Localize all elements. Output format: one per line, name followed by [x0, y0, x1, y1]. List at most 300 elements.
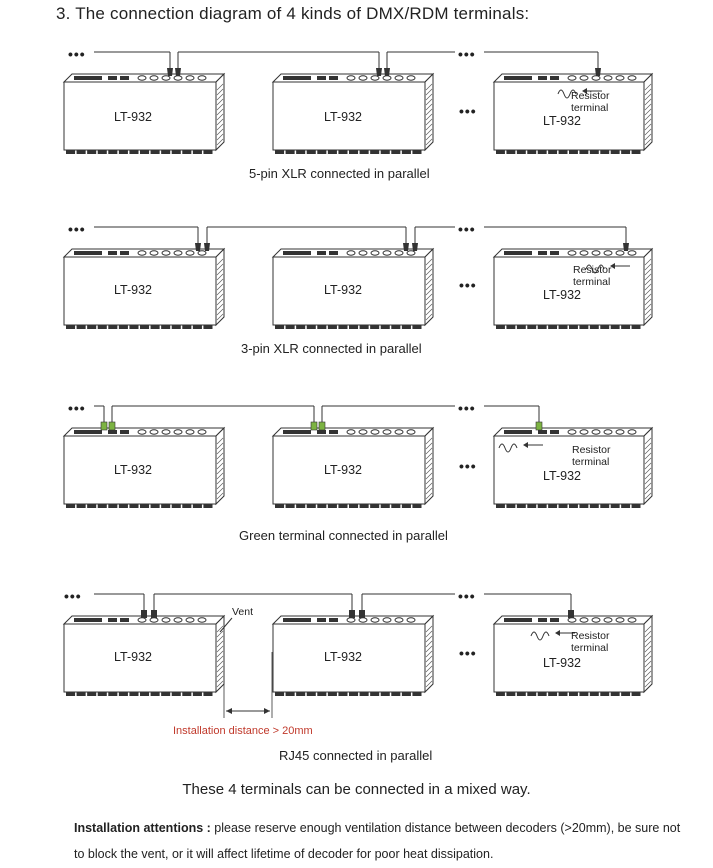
ellipsis-between: ••• [459, 103, 477, 119]
terminal-block [579, 150, 588, 154]
distance-arrowhead [226, 708, 232, 714]
ellipsis-between: ••• [459, 645, 477, 661]
terminal-block [203, 504, 212, 508]
terminal-block [66, 150, 75, 154]
ellipsis-left: ••• [68, 400, 86, 416]
terminal-block [66, 692, 75, 696]
terminal-block [87, 504, 96, 508]
terminal-block [286, 504, 295, 508]
terminal-block [496, 504, 505, 508]
terminal-block [172, 150, 181, 154]
terminal-block [182, 325, 191, 329]
terminal-block [569, 504, 578, 508]
ellipsis-right: ••• [458, 221, 476, 237]
xlr-plug [412, 243, 418, 251]
terminal-block [275, 692, 284, 696]
xlr-port [628, 430, 636, 434]
terminal-block [338, 504, 347, 508]
connector-strip [504, 76, 532, 80]
xlr-port [150, 251, 158, 255]
xlr-port [592, 76, 600, 80]
terminal-block [527, 150, 536, 154]
rj45-port [120, 430, 129, 434]
terminal-block [296, 150, 305, 154]
terminal-block [108, 325, 117, 329]
xlr-port [395, 430, 403, 434]
terminal-block [517, 150, 526, 154]
device-label: LT-932 [114, 463, 152, 477]
terminal-block [296, 692, 305, 696]
terminal-block [569, 692, 578, 696]
terminal-block [182, 692, 191, 696]
terminal-block [98, 692, 107, 696]
terminal-block [161, 504, 170, 508]
terminal-block [108, 692, 117, 696]
device-label: LT-932 [324, 110, 362, 124]
rj45-port [329, 251, 338, 255]
terminal-block [381, 504, 390, 508]
terminal-block [632, 504, 641, 508]
terminal-block [600, 150, 609, 154]
terminal-block [328, 504, 337, 508]
terminal-block [506, 325, 515, 329]
terminal-block [296, 325, 305, 329]
xlr-port [568, 618, 576, 622]
xlr-port [616, 251, 624, 255]
rj45-port [329, 430, 338, 434]
terminal-block [527, 692, 536, 696]
terminal-block [87, 325, 96, 329]
xlr-port [395, 251, 403, 255]
connector-strip [504, 430, 532, 434]
green-plug [319, 422, 325, 430]
terminal-block [87, 692, 96, 696]
terminal-block [590, 150, 599, 154]
terminal-block [506, 150, 515, 154]
terminal-block [412, 504, 421, 508]
terminal-block [129, 692, 138, 696]
terminal-block [328, 150, 337, 154]
xlr-plug [595, 68, 601, 76]
connector-strip [74, 76, 102, 80]
xlr-port [407, 251, 415, 255]
connector-strip [74, 618, 102, 622]
terminal-block [307, 692, 316, 696]
device-label: LT-932 [543, 656, 581, 670]
terminal-block [600, 692, 609, 696]
terminal-block [140, 325, 149, 329]
resistor-label: Resistor terminal [572, 444, 611, 468]
xlr-port [150, 76, 158, 80]
terminal-block [496, 325, 505, 329]
resistor-label: Resistor terminal [571, 90, 610, 114]
terminal-block [632, 150, 641, 154]
rj45-port [317, 251, 326, 255]
xlr-port [371, 251, 379, 255]
terminal-block [402, 692, 411, 696]
xlr-port [568, 251, 576, 255]
terminal-block [412, 325, 421, 329]
rj45-plug [141, 610, 147, 618]
terminal-block [559, 325, 568, 329]
terminal-block [338, 150, 347, 154]
xlr-port [198, 430, 206, 434]
terminal-block [538, 692, 547, 696]
terminal-block [360, 692, 369, 696]
xlr-plug [195, 243, 201, 251]
xlr-plug [623, 243, 629, 251]
xlr-port [359, 430, 367, 434]
rj45-port [120, 251, 129, 255]
xlr-port [138, 430, 146, 434]
rj45-port [550, 430, 559, 434]
terminal-block [496, 150, 505, 154]
xlr-port [347, 76, 355, 80]
mixed-connection-note: These 4 terminals can be connected in a mixed way. [182, 781, 531, 798]
xlr-port [198, 76, 206, 80]
xlr-port [371, 76, 379, 80]
xlr-port [383, 251, 391, 255]
terminal-block [140, 504, 149, 508]
terminal-block [193, 504, 202, 508]
terminal-block [506, 692, 515, 696]
terminal-block [193, 150, 202, 154]
terminal-block [140, 692, 149, 696]
ellipsis-right: ••• [458, 400, 476, 416]
xlr-plug [175, 68, 181, 76]
terminal-block [538, 504, 547, 508]
terminal-block [338, 325, 347, 329]
xlr-port [162, 618, 170, 622]
rj45-port [538, 430, 547, 434]
terminal-block [391, 325, 400, 329]
terminal-block [119, 325, 128, 329]
terminal-block [129, 504, 138, 508]
xlr-port [359, 618, 367, 622]
terminal-block [600, 504, 609, 508]
terminal-block [402, 325, 411, 329]
rj45-plug [359, 610, 365, 618]
terminal-block [621, 150, 630, 154]
terminal-block [172, 504, 181, 508]
terminal-block [632, 325, 641, 329]
terminal-block [108, 504, 117, 508]
terminal-block [129, 150, 138, 154]
xlr-port [359, 76, 367, 80]
terminal-block [193, 325, 202, 329]
terminal-block [579, 692, 588, 696]
terminal-block [402, 150, 411, 154]
terminal-block [151, 692, 160, 696]
terminal-block [77, 325, 86, 329]
ellipsis-between: ••• [459, 458, 477, 474]
xlr-port [604, 618, 612, 622]
section-caption: RJ45 connected in parallel [279, 748, 433, 763]
terminal-block [275, 504, 284, 508]
rj45-port [108, 251, 117, 255]
device-label: LT-932 [324, 463, 362, 477]
terminal-block [328, 692, 337, 696]
xlr-port [150, 430, 158, 434]
terminal-block [98, 150, 107, 154]
terminal-block [381, 325, 390, 329]
xlr-port [395, 618, 403, 622]
terminal-block [328, 325, 337, 329]
rj45-port [329, 76, 338, 80]
terminal-block [559, 504, 568, 508]
device-label: LT-932 [114, 283, 152, 297]
connector-strip [283, 618, 311, 622]
terminal-block [527, 325, 536, 329]
terminal-block [161, 150, 170, 154]
xlr-port [174, 76, 182, 80]
terminal-block [151, 325, 160, 329]
ellipsis-left: ••• [64, 588, 82, 604]
xlr-port [592, 618, 600, 622]
terminal-block [66, 325, 75, 329]
device-label: LT-932 [324, 650, 362, 664]
terminal-block [349, 504, 358, 508]
installation-attentions [74, 815, 694, 867]
terminal-block [402, 504, 411, 508]
terminal-block [632, 692, 641, 696]
rj45-port [538, 251, 547, 255]
terminal-block [548, 150, 557, 154]
green-plug [101, 422, 107, 430]
terminal-block [296, 504, 305, 508]
terminal-block [370, 325, 379, 329]
terminal-block [579, 325, 588, 329]
terminal-block [182, 504, 191, 508]
xlr-port [371, 430, 379, 434]
device-label: LT-932 [324, 283, 362, 297]
terminal-block [496, 692, 505, 696]
terminal-block [87, 150, 96, 154]
terminal-block [360, 504, 369, 508]
resistor-label: Resistor terminal [571, 630, 610, 654]
terminal-block [381, 150, 390, 154]
terminal-block [600, 325, 609, 329]
terminal-block [307, 150, 316, 154]
terminal-block [391, 692, 400, 696]
terminal-block [370, 692, 379, 696]
rj45-port [108, 430, 117, 434]
ellipsis-right: ••• [458, 588, 476, 604]
connector-strip [74, 251, 102, 255]
xlr-port [347, 251, 355, 255]
terminal-block [161, 692, 170, 696]
xlr-port [604, 251, 612, 255]
terminal-block [548, 325, 557, 329]
rj45-port [108, 618, 117, 622]
terminal-block [370, 150, 379, 154]
terminal-block [590, 325, 599, 329]
terminal-block [349, 150, 358, 154]
connector-strip [504, 251, 532, 255]
terminal-block [621, 692, 630, 696]
xlr-port [383, 618, 391, 622]
xlr-port [383, 76, 391, 80]
xlr-port [186, 618, 194, 622]
terminal-block [506, 504, 515, 508]
rj45-port [550, 251, 559, 255]
terminal-block [559, 692, 568, 696]
terminal-block [412, 692, 421, 696]
xlr-port [347, 618, 355, 622]
distance-arrowhead [264, 708, 270, 714]
terminal-block [360, 150, 369, 154]
connector-strip [74, 430, 102, 434]
terminal-block [349, 325, 358, 329]
terminal-block [391, 150, 400, 154]
xlr-port [186, 430, 194, 434]
rj45-plug [349, 610, 355, 618]
terminal-block [172, 325, 181, 329]
terminal-block [275, 325, 284, 329]
xlr-port [347, 430, 355, 434]
ellipsis-right: ••• [458, 46, 476, 62]
device-label: LT-932 [543, 114, 581, 128]
terminal-block [193, 692, 202, 696]
terminal-block [129, 325, 138, 329]
xlr-port [174, 618, 182, 622]
terminal-block [517, 504, 526, 508]
terminal-block [590, 692, 599, 696]
terminal-block [338, 692, 347, 696]
vent-label: Vent [232, 606, 254, 618]
rj45-port [550, 76, 559, 80]
xlr-plug [384, 68, 390, 76]
terminal-block [275, 150, 284, 154]
xlr-port [407, 430, 415, 434]
rj45-port [120, 76, 129, 80]
terminal-block [317, 150, 326, 154]
page-heading: 3. The connection diagram of 4 kinds of DMX/RDM terminals: [56, 4, 530, 23]
rj45-port [317, 76, 326, 80]
connector-strip [283, 430, 311, 434]
xlr-port [359, 251, 367, 255]
section-caption: Green terminal connected in parallel [239, 528, 448, 543]
rj45-port [317, 430, 326, 434]
terminal-block [151, 150, 160, 154]
terminal-block [370, 504, 379, 508]
terminal-block [360, 325, 369, 329]
xlr-port [174, 251, 182, 255]
xlr-port [174, 430, 182, 434]
terminal-block [548, 692, 557, 696]
terminal-block [203, 150, 212, 154]
section-caption: 5-pin XLR connected in parallel [249, 166, 430, 181]
xlr-port [407, 76, 415, 80]
xlr-port [395, 76, 403, 80]
terminal-block [77, 504, 86, 508]
xlr-port [604, 76, 612, 80]
xlr-port [162, 251, 170, 255]
xlr-port [383, 430, 391, 434]
terminal-block [203, 692, 212, 696]
rj45-plug [568, 610, 574, 618]
terminal-block [286, 150, 295, 154]
terminal-block [286, 692, 295, 696]
terminal-block [98, 325, 107, 329]
xlr-port [616, 430, 624, 434]
xlr-plug [376, 68, 382, 76]
xlr-port [628, 618, 636, 622]
xlr-plug [403, 243, 409, 251]
xlr-port [580, 251, 588, 255]
device-label: LT-932 [114, 110, 152, 124]
terminal-block [77, 692, 86, 696]
terminal-block [621, 325, 630, 329]
terminal-block [349, 692, 358, 696]
terminal-block [317, 692, 326, 696]
terminal-block [517, 325, 526, 329]
xlr-port [580, 430, 588, 434]
terminal-block [538, 325, 547, 329]
xlr-port [138, 76, 146, 80]
terminal-block [98, 504, 107, 508]
xlr-port [150, 618, 158, 622]
xlr-port [580, 618, 588, 622]
xlr-port [198, 618, 206, 622]
terminal-block [77, 150, 86, 154]
connector-strip [283, 76, 311, 80]
xlr-port [616, 76, 624, 80]
terminal-block [611, 692, 620, 696]
device-label: LT-932 [543, 288, 581, 302]
terminal-block [391, 504, 400, 508]
terminal-block [286, 325, 295, 329]
green-plug [536, 422, 542, 430]
section-caption: 3-pin XLR connected in parallel [241, 341, 422, 356]
terminal-block [517, 692, 526, 696]
terminal-block [151, 504, 160, 508]
terminal-block [621, 504, 630, 508]
ellipsis-between: ••• [459, 277, 477, 293]
xlr-plug [204, 243, 210, 251]
attention-text: please reserve enough ventilation distance between decoders (>20mm), be sure not to block the vent, or it will affect lifetime of decoder for poor heat dissipation. [74, 821, 681, 861]
xlr-port [580, 76, 588, 80]
terminal-block [611, 150, 620, 154]
terminal-block [548, 504, 557, 508]
terminal-block [559, 150, 568, 154]
green-plug [311, 422, 317, 430]
terminal-block [161, 325, 170, 329]
terminal-block [307, 504, 316, 508]
terminal-block [203, 325, 212, 329]
xlr-plug [167, 68, 173, 76]
rj45-port [550, 618, 559, 622]
terminal-block [527, 504, 536, 508]
device-label: LT-932 [543, 469, 581, 483]
rj45-plug [151, 610, 157, 618]
green-plug [109, 422, 115, 430]
terminal-block [119, 150, 128, 154]
terminal-block [569, 325, 578, 329]
terminal-block [140, 150, 149, 154]
terminal-block [172, 692, 181, 696]
terminal-block [317, 325, 326, 329]
rj45-port [538, 618, 547, 622]
terminal-block [538, 150, 547, 154]
connector-strip [504, 618, 532, 622]
xlr-port [568, 430, 576, 434]
terminal-block [317, 504, 326, 508]
terminal-block [119, 504, 128, 508]
xlr-port [186, 251, 194, 255]
xlr-port [407, 618, 415, 622]
terminal-block [579, 504, 588, 508]
